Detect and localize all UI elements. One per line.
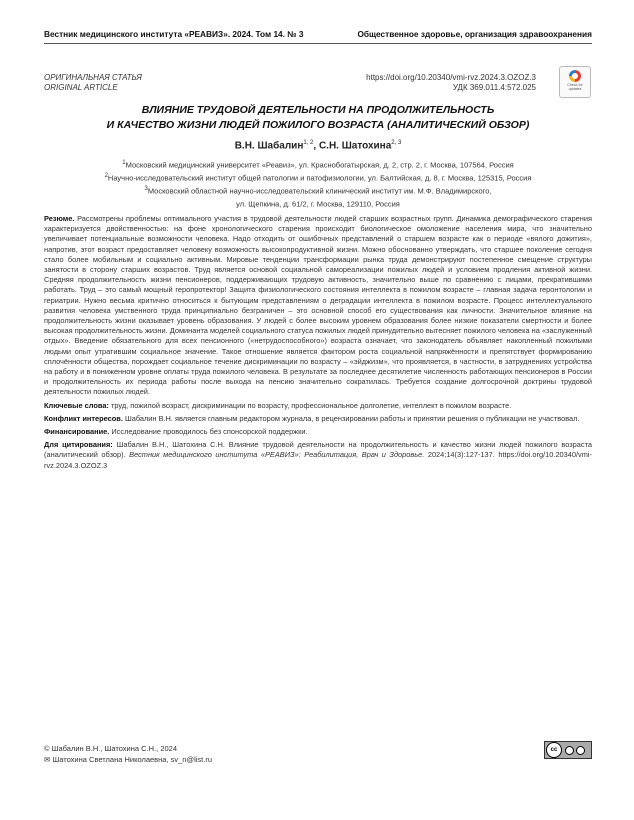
funding-label: Финансирование. — [44, 427, 110, 437]
affiliations — [44, 158, 592, 210]
keywords-label: Ключевые слова: — [44, 400, 109, 410]
article-type-en: ORIGINAL ARTICLE — [44, 83, 118, 92]
title-line-1: ВЛИЯНИЕ ТРУДОВОЙ ДЕЯТЕЛЬНОСТИ НА ПРОДОЛЖИТЕЛЬНОСТЬ — [141, 104, 495, 116]
author-name: С.Н. Шатохина — [318, 140, 392, 152]
creative-commons-license-icon[interactable] — [544, 741, 592, 759]
abstract-label: Резюме. — [44, 214, 75, 223]
affiliation: $^3$Московский областной научно-исследовательский клинический институт им. М.Ф. Владимирского, — [144, 186, 492, 196]
badge-line-1: Check for — [567, 83, 583, 87]
journal-section: Общественное здоровье, организация здравоохранения — [357, 29, 592, 39]
funding-text: Исследование проводилось без спонсорской поддержки. — [111, 427, 308, 437]
copyright: © Шабалин В.Н., Шатохина С.Н., 2024 — [44, 744, 178, 753]
footer — [44, 743, 212, 765]
author-name: В.Н. Шабалин — [234, 140, 304, 152]
affiliation: ул. Щепкина, д. 61/2, г. Москва, 129110, Россия — [236, 199, 400, 209]
conflict-of-interest — [44, 414, 592, 424]
keywords — [44, 401, 592, 411]
cc-terms-icons — [565, 746, 585, 755]
doi-link[interactable]: https://doi.org/10.20340/vmi-rvz.2024.3.OZOZ.3 — [366, 73, 536, 82]
funding — [44, 427, 592, 437]
header-divider — [44, 43, 592, 44]
check-for-updates-badge[interactable] — [559, 66, 591, 98]
badge-line-2: updates — [568, 87, 582, 91]
running-header — [44, 29, 592, 39]
citation-tail[interactable]: 2024;14(3):127-137. https://doi.org/10.20340/vmi-rvz.2024.3.OZOZ.3 — [44, 450, 592, 470]
author-list: В.Н. Шабалин$^{1, 2}$, С.Н. Шатохина$^{2, 3}$ — [234, 140, 402, 152]
cc-logo-icon: cc — [546, 742, 562, 758]
affiliation: $^1$Московский медицинский университет «Реавиз», ул. Краснобогатырская, д. 2, стр. 2, г. Москва, 107564, Россия — [122, 160, 514, 170]
citation-label: Для цитирования: — [44, 440, 113, 450]
abstract — [44, 214, 592, 398]
article-front-matter — [44, 214, 592, 474]
citation-journal: Вестник медицинского института «РЕАВИЗ»: Реабилитация, Врач и Здоровье. — [129, 450, 425, 460]
keywords-text: труд, пожилой возраст, дискриминации по возрасту, профессиональное долголетие, интеллект в пожилом возрасте. — [110, 400, 512, 410]
article-type-ru: ОРИГИНАЛЬНАЯ СТАТЬЯ — [44, 73, 142, 82]
contact-email[interactable]: ✉ Шатохина Светлана Николаевна, sv_n@list.ru — [44, 755, 213, 764]
crossmark-icon — [569, 70, 581, 82]
conflict-label: Конфликт интересов. — [44, 413, 123, 423]
citation — [44, 440, 592, 471]
author-affiliation-ref: 2, 3 — [391, 140, 402, 146]
title-line-2: И КАЧЕСТВО ЖИЗНИ ЛЮДЕЙ ПОЖИЛОГО ВОЗРАСТА (АНАЛИТИЧЕСКИЙ ОБЗОР) — [106, 119, 530, 131]
journal-issue: Вестник медицинского института «РЕАВИЗ». 2024. Том 14. № 3 — [44, 29, 304, 39]
conflict-text: Шабалин В.Н. является главным редактором журнала, в рецензировании работы и принятии решения о публикации не участвовал. — [124, 413, 580, 423]
article-identifiers — [322, 73, 536, 93]
udk-code: УДК 369.011.4:572.025 — [452, 83, 536, 92]
author-affiliation-ref: 1, 2 — [303, 140, 314, 146]
abstract-text: Рассмотрены проблемы оптимального участия в трудовой деятельности людей старших возрастных групп. Динамика демографического старения характеризуется двойственностью: на фоне хронологического старения происходит биологическое омоложение населения мира, что значительно увеличивает потенциальные возможности человека. Надо отходить от ошибочных представлений о старшем возрасте как о периоде «вялого дожития», напротив, этот возраст предоставляет человеку возможность высокопродуктивной жизни. Можно обоснованно утверждать, что старшее поколение сегодня стало более мобильным и социально активным. Мировые тенденции трансформации рынка труда демонстрируют постепенное смещение структуры занятости в сторону старших возрастов. Труд является основой социальной самореализации пожилых людей и условием продления активной жизни. Средняя продолжительность жизни пенсионеров, поддерживающих трудовую активность, значительно выше по сравнению с лицами, прекратившими работать. Труд – это самый мощный геропротектор! Защита физиологического состояния интеллекта в пожилом возрасте – главная задача геронтологии и гериатрии. Нужно весьма критично относиться к бытующим представлениям о деградации интеллекта в пожилом возрасте. Процесс интеллектуального развития человека умственного труда принципиально безграничен – это основной способ его существования как личности. Значительное влияние на продолжительность жизни оказывает уровень образования. У людей с более высоким уровнем образования более низкие показатели смертности и более высокая продолжительность жизни. Доминанта моделей социального статуса пожилых людей принудительно вытесняет пожилого человека на «заслуженный отдых». Введение обязательного для всех пенсионного («нетрудоспособного») возраста означает, что законодатель объявляет накопленный пожилыми людьми опыт утратившим социальное значение. Такое отношение является фактором роста социальной напряжённости и препятствует формированию сплочённости общества, порождает социальное течение дискриминации по возрасту – «эйджизм», что проявляется, в частности, в затруднениях устройства на работу и в пониженном уровне оплаты труда пожилого человека. В результате за последнее десятилетие численность работающих пенсионеров в России и продолжительность их периода работы после выхода на пенсию значительно сократилась. Требуется создание долгосрочной доктрины трудовой деятельности пожилых людей. — [44, 214, 592, 397]
affiliation: $^2$Научно-исследовательский институт общей патологии и патофизиологии, ул. Балтийская, д. 8, г. Москва, 125315, Россия — [104, 173, 532, 183]
citation-text: Шабалин В.Н., Шатохина С.Н. Влияние трудовой деятельности на продолжительность и качество жизни людей пожилого возраста (аналитический обзор). — [44, 440, 592, 460]
article-type — [44, 73, 142, 93]
article-title — [44, 103, 592, 133]
